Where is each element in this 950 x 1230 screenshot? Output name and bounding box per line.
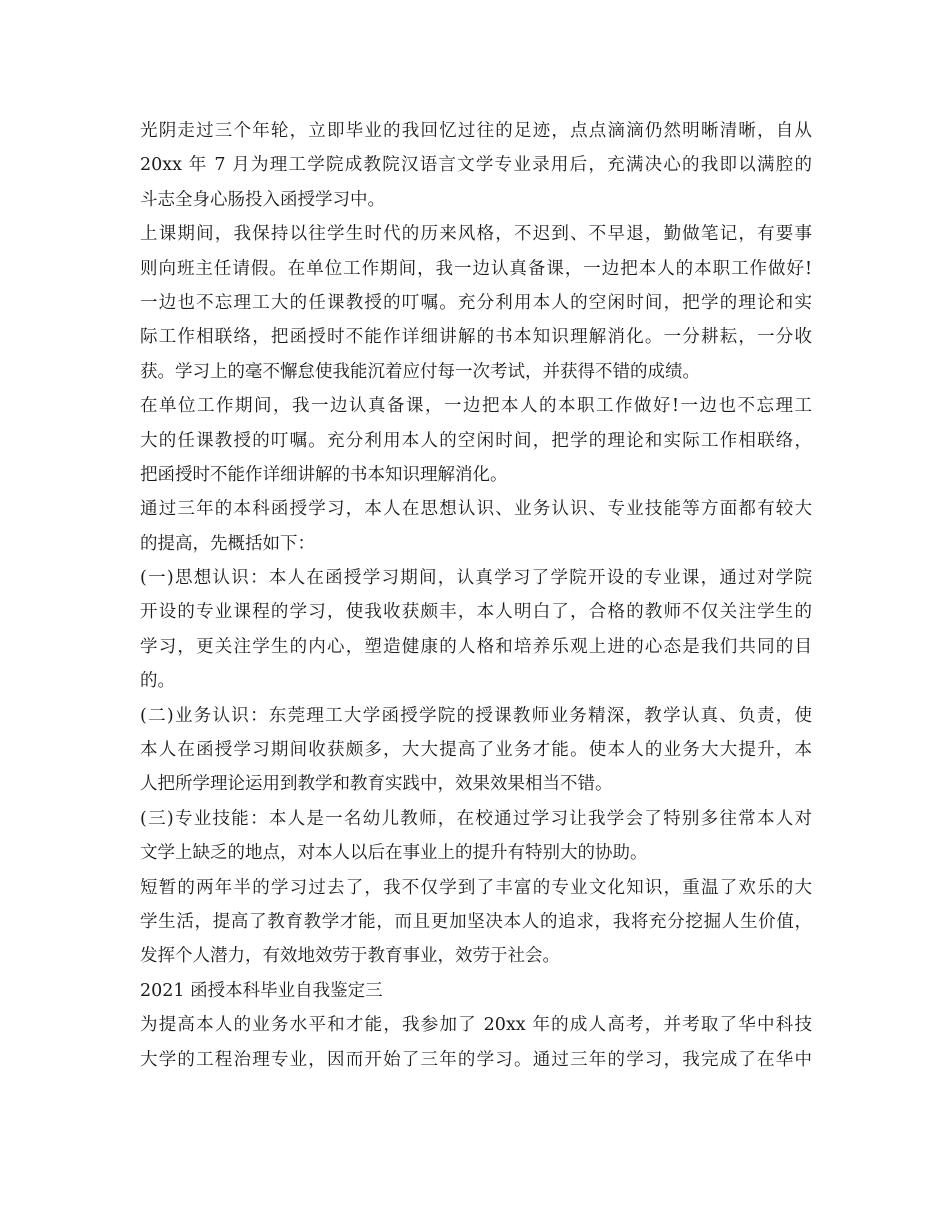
text-line: 一边也不忘理工大的任课教授的叮嘱。充分利用本人的空闲时间，把学的理论和实 <box>140 292 812 313</box>
text-line: 2021 函授本科毕业自我鉴定三 <box>140 980 383 1001</box>
text-line: (三)专业技能：本人是一名幼儿教师，在校通过学习让我学会了特别多往常本人对 <box>140 808 812 829</box>
text-line: 大的任课教授的叮嘱。充分利用本人的空闲时间，把学的理论和实际工作相联络， <box>140 430 812 451</box>
text-line: 际工作相联络，把函授时不能作详细讲解的书本知识理解消化。一分耕耘，一分收 <box>140 327 812 348</box>
text-line: 20xx 年 7 月为理工学院成教院汉语言文学专业录用后，充满决心的我即以满腔的 <box>140 155 812 176</box>
text-line: 获。学习上的毫不懈怠使我能沉着应付每一次考试，并获得不错的成绩。 <box>140 361 700 382</box>
text-line: 的提高，先概括如下： <box>140 533 315 554</box>
text-line: 短暂的两年半的学习过去了，我不仅学到了丰富的专业文化知识，重温了欢乐的大 <box>140 877 812 898</box>
text-line: 通过三年的本科函授学习，本人在思想认识、业务认识、专业技能等方面都有较大 <box>140 499 812 520</box>
text-line: 文学上缺乏的地点，对本人以后在事业上的提升有特别大的协助。 <box>140 843 648 864</box>
document-body <box>140 114 812 1077</box>
text-line: 大学的工程治理专业，因而开始了三年的学习。通过三年的学习，我完成了在华中 <box>140 1049 812 1070</box>
text-line: 开设的专业课程的学习，使我收获颇丰，本人明白了，合格的教师不仅关注学生的 <box>140 602 812 623</box>
text-line: 学习，更关注学生的内心，塑造健康的人格和培养乐观上进的心态是我们共同的目 <box>140 636 812 657</box>
text-line: 光阴走过三个年轮，立即毕业的我回忆过往的足迹，点点滴滴仍然明晰清晰，自从 <box>140 121 812 141</box>
text-line: 人把所学理论运用到教学和教育实践中，效果效果相当不错。 <box>140 774 613 795</box>
text-line: 发挥个人潜力，有效地效劳于教育事业，效劳于社会。 <box>140 946 560 967</box>
text-line: 则向班主任请假。在单位工作期间，我一边认真备课，一边把本人的本职工作做好! <box>140 258 812 279</box>
text-line: 的。 <box>140 671 175 692</box>
text-line: 为提高本人的业务水平和才能，我参加了 20xx 年的成人高考，并考取了华中科技 <box>140 1015 812 1036</box>
text-line: 在单位工作期间，我一边认真备课，一边把本人的本职工作做好!一边也不忘理工 <box>140 396 812 417</box>
text-line: 本人在函授学习期间收获颇多，大大提高了业务才能。使本人的业务大大提升，本 <box>140 740 812 761</box>
text-line: 把函授时不能作详细讲解的书本知识理解消化。 <box>140 464 508 485</box>
text-line: (二)业务认识：东莞理工大学函授学院的授课教师业务精深，教学认真、负责，使 <box>140 705 812 726</box>
text-line: 学生活，提高了教育教学才能，而且更加坚决本人的追求，我将充分挖掘人生价值， <box>140 911 812 932</box>
text-line: 上课期间，我保持以往学生时代的历来风格，不迟到、不早退，勤做笔记，有要事 <box>140 224 812 245</box>
text-line: 斗志全身心肠投入函授学习中。 <box>140 189 385 210</box>
text-line: (一)思想认识：本人在函授学习期间，认真学习了学院开设的专业课，通过对学院 <box>140 568 812 589</box>
